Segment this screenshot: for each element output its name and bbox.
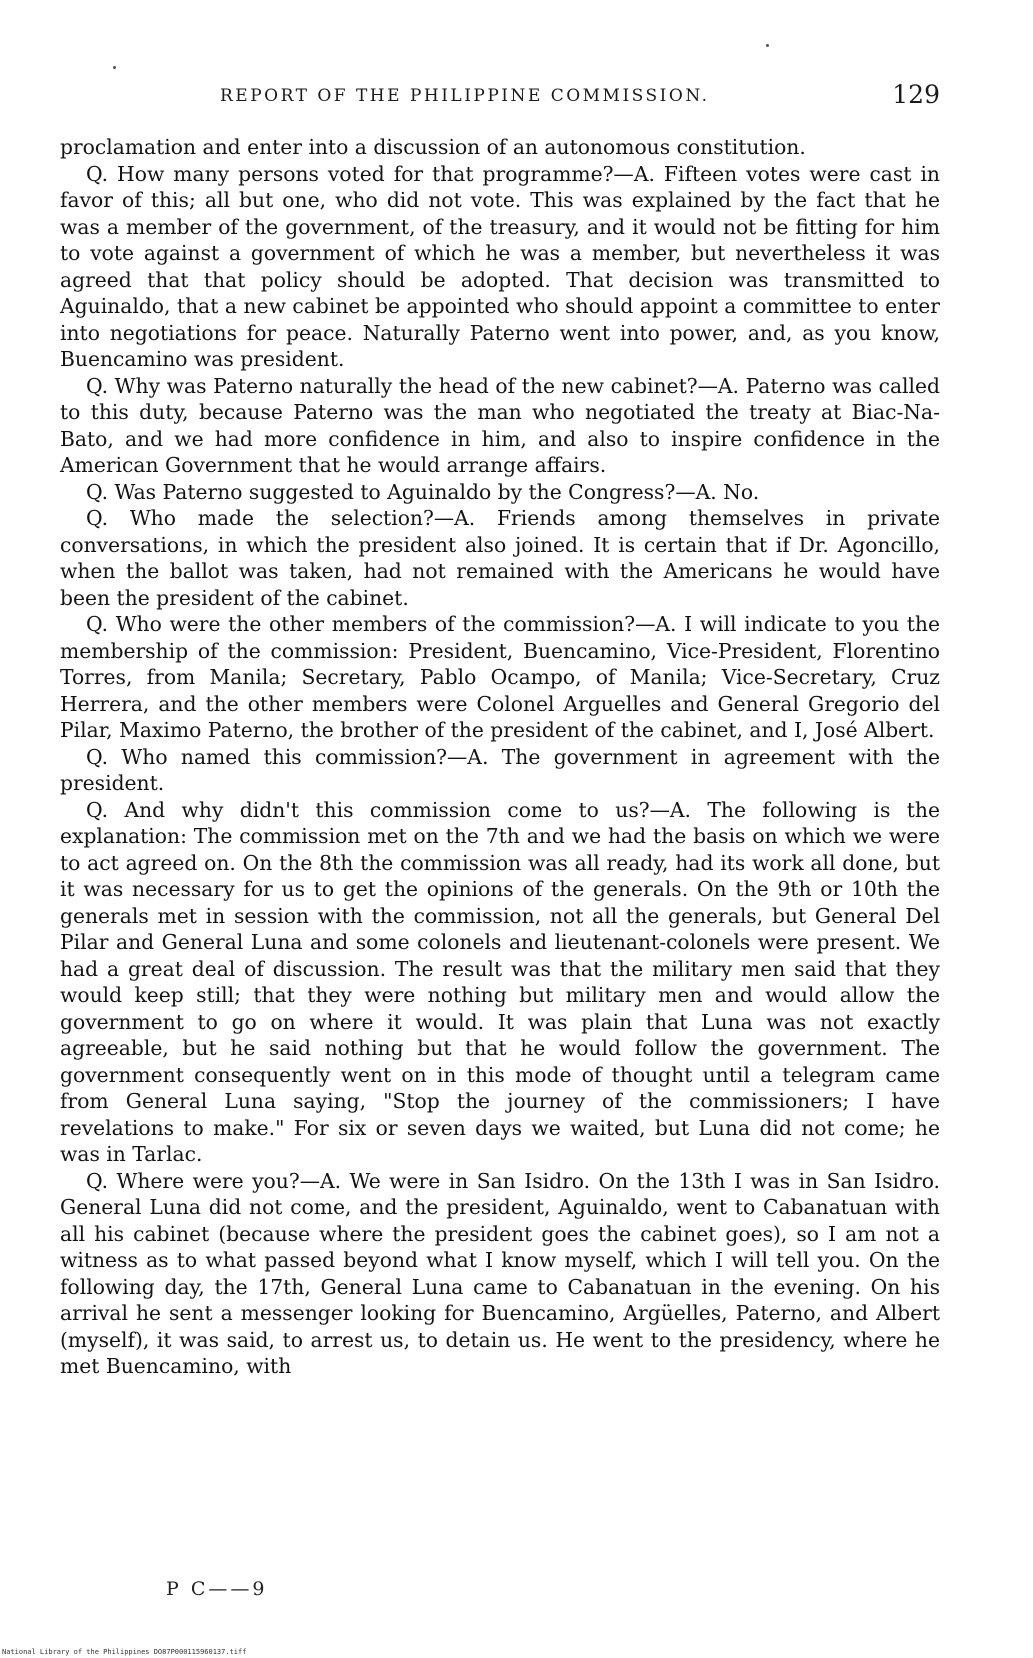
paragraph: proclamation and enter into a discussion of an autonomous constitution.	[60, 135, 806, 159]
running-head: REPORT OF THE PHILIPPINE COMMISSION.	[220, 86, 710, 106]
paragraph: Q. Who made the selection?—A. Friends among themselves in private conversations, in which the president also joined. It is certain that if Dr. Agoncillo, when the ballot was taken, had not remained with the Americans he would have been the president of the cabinet.	[60, 506, 940, 610]
paragraph: Q. Was Paterno suggested to Aguinaldo by the Congress?—A. No.	[86, 479, 760, 504]
page-number: 129	[892, 80, 940, 109]
body-text	[60, 134, 940, 1380]
scan-speck	[113, 66, 116, 69]
signature-mark: P C——9	[166, 1578, 268, 1600]
paragraph: Q. Who named this commission?—A. The government in agreement with the president.	[60, 744, 940, 795]
paragraph: Q. And why didn't this commission come to us?—A. The following is the explanation: The commission met on the 7th and we had the basis on which we were to act agreed on. On the 8th the commission was all ready, had its work all done, but it was necessary for us to get the opinions of the generals. On the 9th or 10th the generals met in session with the commission, not all the generals, but General Del Pilar and General Luna and some colonels and lieutenant-colonels were present. We had a great deal of discussion. The result was that the military men said that they would keep still; that they were nothing but military men and would allow the government to go on where it would. It was plain that Luna was not exactly agreeable, but he said nothing but that he would follow the government. The government consequently went on in this mode of thought until a telegram came from General Luna saying, "Stop the journey of the commissioners; I have revelations to make." For six or seven days we waited, but Luna did not come; he was in Tarlac.	[60, 797, 940, 1166]
paragraph: Q. Where were you?—A. We were in San Isidro. On the 13th I was in San Isidro. General Luna did not come, and the president, Aguinaldo, went to Cabanatuan with all his cabinet (because where the president goes the cabinet goes), so I am not a witness as to what passed beyond what I know myself, which I will tell you. On the following day, the 17th, General Luna came to Cabanatuan in the evening. On his arrival he sent a messenger looking for Buencamino, Argüelles, Paterno, and Albert (myself), it was said, to arrest us, to detain us. He went to the presidency, where he met Buencamino, with	[60, 1168, 940, 1378]
scan-footer: National Library of the Philippines DO87P000115960137.tiff	[2, 1648, 247, 1656]
paragraph: Q. Who were the other members of the commission?—A. I will indicate to you the membership of the commission: President, Buencamino, Vice-President, Florentino Torres, from Manila; Secretary, Pablo Ocampo, of Manila; Vice-Secretary, Cruz Herrera, and the other members were Colonel Arguelles and General Gregorio del Pilar, Maximo Paterno, the brother of the president of the cabinet, and I, José Albert.	[60, 612, 940, 742]
paragraph: Q. How many persons voted for that programme?—A. Fifteen votes were cast in favor of this; all but one, who did not vote. This was explained by the fact that he was a member of the government, of the treasury, and it would not be fitting for him to vote against a government of which he was a member, but nevertheless it was agreed that that policy should be adopted. That decision was transmitted to Aguinaldo, that a new cabinet be appointed who should appoint a committee to enter into negotiations for peace. Naturally Paterno went into power, and, as you know, Buencamino was president.	[60, 161, 940, 371]
scan-speck	[766, 44, 769, 47]
paragraph: Q. Why was Paterno naturally the head of the new cabinet?—A. Paterno was called to this duty, because Paterno was the man who negotiated the treaty at Biac-Na-Bato, and we had more confidence in him, and also to inspire confidence in the American Government that he would arrange affairs.	[60, 373, 940, 477]
page-header	[60, 80, 940, 114]
